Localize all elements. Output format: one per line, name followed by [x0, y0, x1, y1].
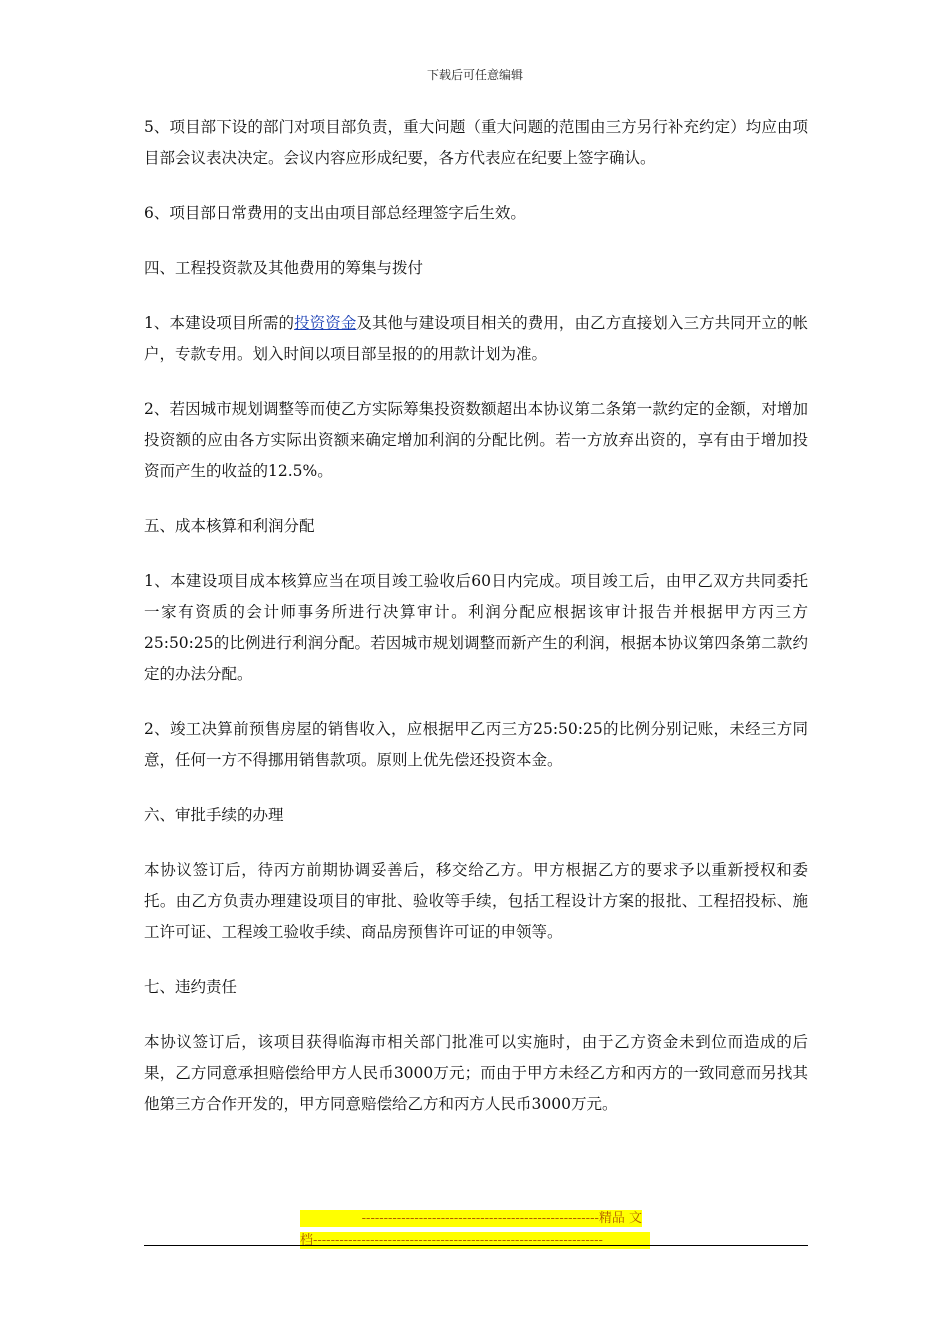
paragraph-6-1: 本协议签订后，待丙方前期协调妥善后，移交给乙方。甲方根据乙方的要求予以重新授权和委托。由乙方负责办理建设项目的审批、验收等手续，包括工程设计方案的报批、工程招投标、施工许可证、工程竣工验收手续、商品房预售许可证的申领等。: [144, 861, 808, 941]
footer-divider: [144, 1245, 808, 1246]
section-heading-4: 四、工程投资款及其他费用的筹集与拨付: [144, 259, 424, 277]
footer-line-1: ------------------------------------------------------精品 文: [300, 1210, 642, 1227]
footer-watermark: [300, 1210, 652, 1254]
paragraph-5-1: 1、本建设项目成本核算应当在项目竣工验收后60日内完成。项目竣工后，由甲乙双方共同委托一家有资质的会计师事务所进行决算审计。利润分配应根据该审计报告并根据甲方丙三方25:50:25的比例进行利润分配。若因城市规划调整而新产生的利润，根据本协议第四条第二款约定的办法分配。: [144, 572, 808, 683]
page-header: 下载后可任意编辑: [426, 68, 523, 82]
footer-line-2: 档------------------------------------------------------------------: [300, 1232, 650, 1249]
investment-funds-link[interactable]: 投资资金: [294, 314, 357, 332]
paragraph-5: 5、项目部下设的部门对项目部负责，重大问题（重大问题的范围由三方另行补充约定）均应由项目部会议表决决定。会议内容应形成纪要，各方代表应在纪要上签字确认。: [144, 118, 808, 167]
paragraph-5-2: 2、竣工决算前预售房屋的销售收入，应根据甲乙丙三方25:50:25的比例分别记账，未经三方同意，任何一方不得挪用销售款项。原则上优先偿还投资本金。: [144, 720, 808, 769]
section-heading-5: 五、成本核算和利润分配: [144, 517, 315, 535]
paragraph-4-1-prefix: 1、本建设项目所需的: [144, 314, 295, 332]
paragraph-6: 6、项目部日常费用的支出由项目部总经理签字后生效。: [144, 204, 526, 222]
document-body: [144, 112, 808, 1144]
paragraph-4-2: 2、若因城市规划调整等而使乙方实际筹集投资数额超出本协议第二条第一款约定的金额，对增加投资额的应由各方实际出资额来确定增加利润的分配比例。若一方放弃出资的，享有由于增加投资而产生的收益的12.5%。: [144, 400, 808, 480]
paragraph-4-1-suffix: 及其他与建设项目相关的费用，由乙方直接划入三方共同开立的帐户，专款专用。划入时间以项目部呈报的的用款计划为准。: [144, 314, 808, 363]
paragraph-7-1: 本协议签订后，该项目获得临海市相关部门批准可以实施时，由于乙方资金未到位而造成的后果，乙方同意承担赔偿给甲方人民币3000万元；而由于甲方未经乙方和丙方的一致同意而另找其他第三方合作开发的，甲方同意赔偿给乙方和丙方人民币3000万元。: [144, 1033, 808, 1113]
paragraph-4-1: [144, 308, 808, 370]
section-heading-7: 七、违约责任: [144, 978, 238, 996]
section-heading-6: 六、审批手续的办理: [144, 806, 284, 824]
